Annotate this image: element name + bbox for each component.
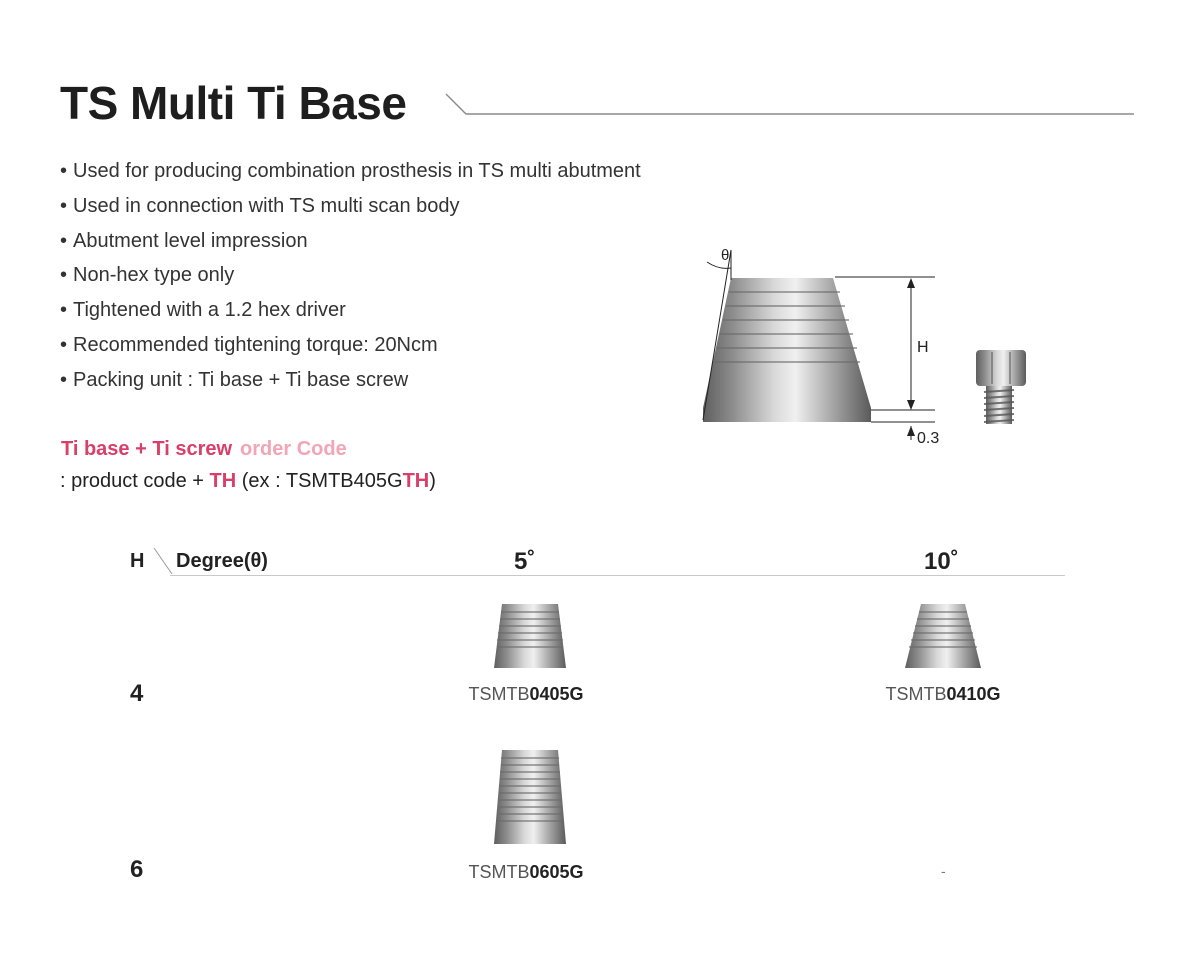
product-image-tsmtb0605g — [490, 748, 570, 848]
code-number: 0605G — [529, 862, 584, 882]
feature-item: • Tightened with a 1.2 hex driver — [60, 295, 641, 330]
row-h-6: 6 — [130, 856, 144, 883]
feature-item: • Recommended tightening torque: 20Ncm — [60, 330, 641, 365]
order-example: (ex : TSMTB405G — [236, 470, 403, 492]
order-example-th: TH — [402, 470, 430, 492]
height-label: H — [917, 339, 929, 356]
column-10-degree: 10˚ — [924, 548, 959, 575]
product-image-tsmtb0410g — [903, 602, 983, 672]
order-th: TH — [209, 470, 237, 492]
code-number: 0405G — [529, 684, 584, 704]
theta-label: θ — [721, 247, 730, 264]
feature-item: • Abutment level impression — [60, 226, 641, 261]
offset-label: 0.3 — [917, 430, 940, 447]
ti-base-illustration — [703, 278, 871, 422]
order-code-line — [60, 470, 436, 493]
order-heading-main: Ti base + Ti screw — [61, 438, 233, 460]
code-prefix: TSMTB — [885, 684, 947, 704]
order-close: ) — [429, 470, 436, 492]
product-code-tsmtb0410g — [843, 684, 1043, 705]
product-image-tsmtb0405g — [490, 602, 570, 672]
product-code-tsmtb0605g — [426, 862, 626, 883]
table-degree-header: Degree(θ) — [176, 550, 268, 572]
code-number: 0410G — [946, 684, 1001, 704]
feature-item: • Packing unit : Ti base + Ti base screw — [60, 365, 641, 400]
order-code-heading — [61, 438, 347, 461]
code-prefix: TSMTB — [468, 684, 530, 704]
feature-item: • Used for producing combination prosthesis in TS multi abutment — [60, 156, 641, 191]
header-rule — [170, 575, 1065, 576]
code-prefix: TSMTB — [468, 862, 530, 882]
feature-item: • Non-hex type only — [60, 260, 641, 295]
title-rule — [444, 92, 1144, 122]
order-prefix: : product code + — [60, 470, 210, 492]
header-divider — [152, 546, 174, 576]
empty-cell-dash: - — [941, 863, 946, 879]
page-title: TS Multi Ti Base — [60, 77, 407, 129]
feature-list — [60, 156, 641, 400]
product-code-tsmtb0405g — [426, 684, 626, 705]
column-5-degree: 5˚ — [514, 548, 536, 575]
row-h-4: 4 — [130, 680, 144, 707]
order-heading-sub: order Code — [240, 438, 347, 460]
feature-item: • Used in connection with TS multi scan body — [60, 191, 641, 226]
ti-base-dimension-diagram — [695, 240, 965, 450]
ti-base-screw-illustration — [970, 346, 1030, 428]
table-h-header: H — [130, 550, 145, 572]
